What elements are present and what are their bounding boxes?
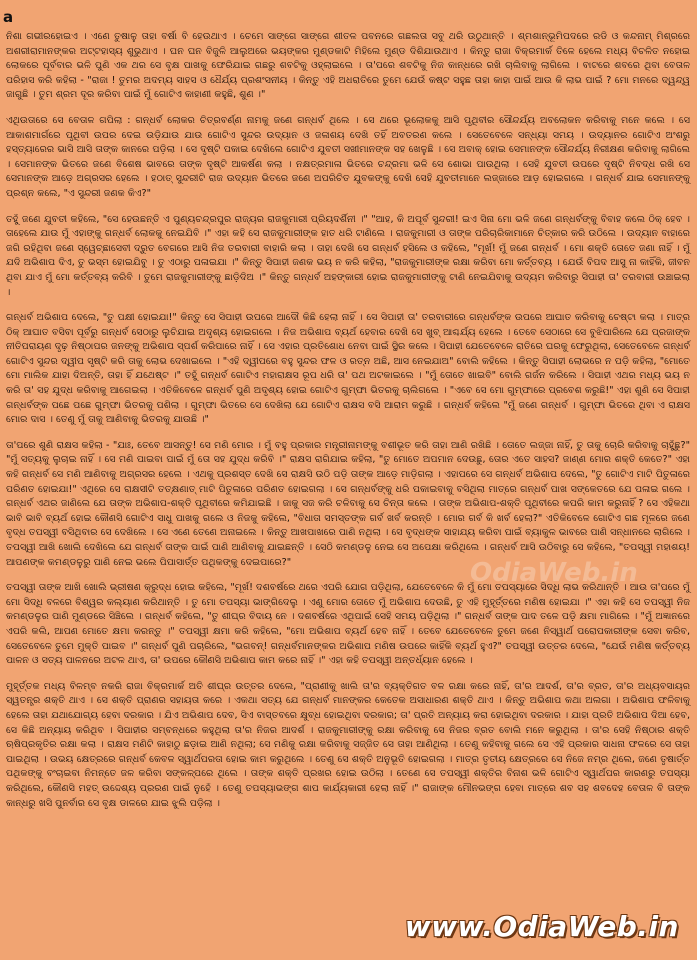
faint-watermark: OdiaWeb.in xyxy=(470,558,638,588)
paragraph: ତହୁଁ ଜଣେ ଯୁବତୀ କହିଲେ, "ସେ ହେଉଛନ୍ତି ଏ ପୁଣ୍ୟଚନ୍ଦ୍ରପୁର ରାଜ୍ୟର ରାଜକୁମାରୀ ପ୍ରିୟଦର୍ଶିନୀ ।" "ଆହ, କି ଅପୂର୍ବ ସୁନ୍ଦରୀ! ଇଏ ସିନା ମୋ ଭଳି ଜଣେ ଗନ୍ଧର୍ବଙ୍କୁ ବିବାହ କଲେ ଠିକ୍ ହେବ । ତାହେଲେ ଯାଉ ମୁଁ ଏହାଙ୍କୁ ଗନ୍ଧର୍ବ ଲୋକକୁ ନେଇଯିବି ।" ଏହା କହି ସେ ରାଜକୁମାରୀଙ୍କ ହାତ ଧରି ଟାଣିଲେ । ରାଜକୁମାରୀ ଓ ତାଙ୍କ ପରିଚାରିକାମାନେ ଚିତ୍କାର କରି ଉଠିଲେ । ଉଦ୍ୟାନ ବାହାରେ ଜଗି ରହିଥିବା ଜଣେ ସ୍ୱେଚ୍ଛାସେବୀ ଦ୍ରୁତ ବେଗରେ ଆସି ନିଜ ତରବାରୀ ବାହାରି କଲା । ତାହା ଦେଖି ସେ ଗନ୍ଧର୍ବ ହସିଲେ ଓ କହିଲେ, "ମୂର୍ଖ! ମୁଁ ଜଣେ ଗନ୍ଧର୍ବ । ମୋ ଶକ୍ତି ତୋତେ ଜଣା ନାହିଁ । ମୁଁ ଯଦି ଅଭିଶାପ ଦିଏ, ତୁ ଭସ୍ମ ହୋଇଯିବୁ । ତୁ ଏଠାରୁ ପଳାଇଯା ।" କିନ୍ତୁ ସିପାହୀ ଜଣକ ଭୟ ନ କରି କହିଲା, "ରାଜକୁମାରୀଙ୍କ ରକ୍ଷା କରିବା ମୋ କର୍ତ୍ତବ୍ୟ । ଯେଉଁ ବିପଦ ଆସୁ ନା କାହିଁକି, ଜୀବନ ଥିବା ଯାଏ ମୁଁ ମୋ କର୍ତ୍ତବ୍ୟ କରିବି । ତୁମେ ରାଜକୁମାରୀଙ୍କୁ ଛାଡ଼ିଦିଅ ।" କିନ୍ତୁ ଗନ୍ଧର୍ବ ଅହଙ୍କାରୀ ହୋଇ ରାଜକୁମାରୀଙ୍କୁ ଟାଣି ନେଇଯିବାକୁ ଉଦ୍ୟମ କରିବାରୁ ସିପାହୀ ତା' ତରବାରୀ ଉଞ୍ଚାଇଲା । xyxy=(6,213,690,298)
site-watermark: www.OdiaWeb.in xyxy=(404,910,679,943)
paragraph: ତପସ୍ୱୀ ତାଙ୍କ ଆଖି ଖୋଲି ଭ୍ରୀଷଣ କ୍ରୁଦ୍ଧ ହୋଇ କହିଲେ, "ମୂର୍ଖ! ଦଶବର୍ଷରେ ଥରେ ଏପରି ଯୋଗ ପଡ଼ିଥିଲା, ଯେତେବେଳେ କି ମୁଁ ମୋ ତପସ୍ୟାରେ ସିଦ୍ଧି ଲାଭ କରିଥାନ୍ତି । ଆଉ ତା'ପରେ ମୁଁ ମୋ ସିଦ୍ଧି ବଳରେ ବିଶ୍ୱର କଲ୍ୟାଣ କରିଥାନ୍ତି । ତୁ ମୋ ତପସ୍ୟା ଭାଙ୍ଗିଦେଲୁ । ଏଣୁ ମୋର ତୋତେ ମୁଁ ଅଭିଶାପ ଦେଉଛି, ତୁ ଏହି ମୁହୂର୍ତ୍ତରେ ମଣିଷ ହୋଇଯା ।" ଏହା କହି ସେ ତପସ୍ୱୀ ନିଜ କମଣ୍ଡଳୁର ପାଣି ମୁଣ୍ଡରେ ସିଞ୍ଚିଲେ । ଗନ୍ଧର୍ବ କହିଲେ, "ତୁ ଶୀଘ୍ର ବିଦାୟ ନେ । ଦଶବର୍ଷରେ ଏଥିପାଇଁ ସେହି ସମୟ ପଡ଼ିଥିଲା ।" ଗନ୍ଧର୍ବ ତାଙ୍କ ପାଦ ତଳେ ପଡ଼ି କ୍ଷମା ମାଗିଲେ । "ମୁଁ ଅଜ୍ଞାନରେ ଏପରି କଲି, ଆପଣ ମୋତେ କ୍ଷମା କରନ୍ତୁ ।" ତପସ୍ୱୀ କ୍ଷମା କରି କହିଲେ, "ମୋ ଅଭିଶାପ ବ୍ୟର୍ଥ ହେବ ନାହିଁ । ତେବେ ଯେତେବେଳେ ତୁମେ ଜଣେ ନିସ୍ୱାର୍ଥ ପରୋପକାରୀଙ୍କ ସେବା କରିବ, ସେତେବେଳେ ତୁମେ ମୁକ୍ତି ପାଇବ ।" ଗନ୍ଧର୍ବ ପୁଣି ପଚାରିଲେ, "ଭଗବନ୍! ଗନ୍ଧର୍ବମାନଙ୍କର ଅଭିଶାପ ମଣିଷ ଉପରେ କାହିଁକି ବ୍ୟର୍ଥ ହୁଏ?" ତପସ୍ୱୀ ଉତ୍ତର ଦେଲେ, "ଯେଉଁ ମଣିଷ କର୍ତ୍ତବ୍ୟ ପାଳନ ଓ ସତ୍ୟ ପାଳନରେ ଅଟଳ ଥାଏ, ତା' ଉପରେ କୌଣସି ଅଭିଶାପ କାମ କରେ ନାହିଁ ।" ଏହା କହି ତପସ୍ୱୀ ଅନ୍ତର୍ଧ୍ୟାନ ହେଲେ । xyxy=(6,582,690,667)
paragraph: ଏଥିଉତାରେ ସେ ବେତାଳ ଗପିଲା : ଗନ୍ଧର୍ବ ଲୋକର ଚିତ୍ରବର୍ଣ୍ଣ ନାମକୁ ଜଣେ ଗନ୍ଧର୍ବ ଥିଲେ । ସେ ଥରେ ଭୂଲୋକକୁ ଆସି ପୃଥିବୀର ସୌନ୍ଦର୍ଯ୍ୟ ଅବଲୋକନ କରିବାକୁ ମନେ କଲେ । ସେ ଆକାଶମାର୍ଗରେ ପୃଥିବୀ ଉପର ଦେଇ ଉଡ଼ିଯାଉ ଯାଉ ଗୋଟିଏ ସୁନ୍ଦର ଉଦ୍ୟାନ ଓ ଜଳାଶୟ ଦେଖି ତହିଁ ଅବତରଣ କଲେ । ସେତେବେଳେ ସନ୍ଧ୍ୟା ସମୟ । ଉଦ୍ୟାନର ଗୋଟିଏ ଅଂଶରୁ ହସ୍ତ୍ୟାରେର ଭାସି ଆସି ତାଙ୍କ କାନରେ ପଡ଼ିଲା । ସେ ଦୃଷ୍ଟି ପକାଇ ଦେଖିଲେ ଗୋଟିଏ ଯୁବତୀ ସଖୀମାନଙ୍କ ସହ ଖେଳୁଛି । ସେ ଅବାକ୍ ହୋଇ ସେମାନଙ୍କ ସୌନ୍ଦର୍ଯ୍ୟ ନିରୀକ୍ଷଣ କରିବାକୁ ଲାଗିଲେ । ସେମାନଙ୍କ ଭିତରେ ଜଣେ ବିଶେଷ ଭାବରେ ତାଙ୍କ ଦୃଷ୍ଟି ଆକର୍ଷଣ କଲା । ନକ୍ଷତ୍ରମାଳା ଭିତରେ ଚନ୍ଦ୍ରମା ଭଳି ସେ ଶୋଭା ପାଉଥିଲା । ସେହି ଯୁବତୀ ଉପରେ ଦୃଷ୍ଟି ନିବଦ୍ଧ ରଖି ସେ ସେମାନଙ୍କ ଆଡ଼େ ଅଗ୍ରସର ହେଲେ । ହଠାତ୍ ସୁନ୍ଦରୀଟି ରାଜ ଉଦ୍ୟାନ ଭିତରେ ଜଣେ ଅପରିଚିତ ଯୁବକଙ୍କୁ ଦେଖି ସେହି ଯୁବତୀମାନେ ଲଜ୍ଜାରେ ଆଡ଼ ହୋଇଗଲେ । ଗନ୍ଧର୍ବ ଯାଇ ସେମାନଙ୍କୁ ପ୍ରଶ୍ନ କଲେ, "ଏ ସୁନ୍ଦରୀ ଜଣକ କିଏ?" xyxy=(6,114,690,199)
page-mark: a xyxy=(3,8,14,26)
paragraph: ନିଶା ଗଭୀରହୋଇଏ । ଏଣେ ତୁଷାଳୁ ତାହା ବର୍ଷା ବି ହେଉଥାଏ । ଚେମେ ସାଙ୍ଗେ ସାଙ୍ଗେ ଶୀତଳ ପବନରେ ଗଛଲତା ସବୁ ଥରି ଉଠୁଥାନ୍ତି । ଶ୍ମଶାନ୍ଭୂମିପଦରେ ରଡି ଓ କନ୍ଦନାମ୍ ମିଶ୍ରରେ ଅଶରୀରାମାନଙ୍କର ଅଟ୍ଟହାସ୍ୟ ଶୁଭୁଥାଏ । ଘନ ଘନ ବିଜୁଳି ଆଲୁଅରେ ଭୟଙ୍କର ମୁଣ୍ଡକାଟି ମିହିଲେ ମୁଣ୍ଡ ଦିଶିଯାଉଥାଏ । କିନ୍ତୁ ରାଜା ବିକ୍ରମାର୍କ ତିଳେ ହେଲେ ମଧ୍ୟ ବିଚଳିତ ନହୋଇ ଲୋକରେ ପୂର୍ବବାର ଭଳି ପୁଣି ଏକ ଥର ସେ ବୃକ୍ଷ ପାଖକୁ ଫେରିଯାଇ ଗଛରୁ ଶବଟିକୁ ଓହ୍ଲାଇଲେ । ତା'ପରେ ଶବଟିକୁ ନିଜ କାନ୍ଧରେ ରଖି ଚାଲିବାକୁ ଲାଗିଲେ । ବାଟରେ ଶବରେ ଥିବା ବେତାଳ ପରିହାସ କରି କହିଲା - "ରାଜା ! ତୁମର ଅଦମ୍ୟ ସାହସ ଓ ଧୈର୍ଯ୍ୟ ପ୍ରଶଂସନୀୟ । କିନ୍ତୁ ଏହି ଅଧରାତିରେ ତୁମେ ଯେଉଁ କଷ୍ଟ ସହୁଛ ତାହା କାହା ପାଇଁ ଆଉ କି ଲାଭ ପାଇଁ ? ମୋ ମନରେ ଦ୍ୱନ୍ଦ୍ୱ ଜାଗୁଛି । ତୁମ ଶ୍ରମ ଦୂର କରିବା ପାଇଁ ମୁଁ ଗୋଟିଏ କାହାଣୀ କହୁଛି, ଶୁଣ ।" xyxy=(6,31,690,101)
story-body xyxy=(6,30,690,822)
paragraph: ମୁହୂର୍ତ୍ତକ ମଧ୍ୟ ବିଳମ୍ବ ନକରି ରାଜା ବିକ୍ରମାର୍କ ଅତି ଶୀଘ୍ର ଉତ୍ତର ଦେଲେ, "ପ୍ରାଣୀକୁ ଖାଲି ତା'ର ବ୍ୟକ୍ତିଗତ ବଳ ରକ୍ଷା କରେ ନାହିଁ, ତା'ର ଆଦର୍ଶ, ତା'ର ବ୍ରତ, ତା'ର ଅଧ୍ୟବସାୟର ସ୍ୱତନ୍ତ୍ର ଶକ୍ତି ଥାଏ । ସେ ଶକ୍ତି ପ୍ରାଣର ସହାୟତା କରେ । ଏକଥା ସତ୍ୟ ଯେ ଗନ୍ଧର୍ବ ମାନଙ୍କର କେତେକ ଅସାଧାରଣ ଶକ୍ତି ଥାଏ । କିନ୍ତୁ ଅଭିଶାପ କଥା ଅଲଗା । ଅଭିଶାପ ଫଳିବାକୁ ହେଲେ ତାହା ଯଥାଯୋଗ୍ୟ ହେବା ଦରକାର । ଯିଏ ଅଭିଶାପ ଦେବ, ସିଏ ବାସ୍ତବରେ କ୍ଷୁବ୍ଧ ହୋଇଥିବା ଦରକାର; ତା' ପ୍ରତି ଅନ୍ୟାୟ କରା ହୋଇଥିବା ଦରକାର । ଯାହା ପ୍ରତି ଅଭିଶାପ ଦିଆ ହେବ, ସେ କିଛି ଅନ୍ୟାୟ କରିଥିବ । ସିପାହୀର ସମ୍ବନ୍ଧରେ କହୁଥିଲା ତା'ର ନିଜର ଆଦର୍ଶ । ରାଜକୁମାରୀଙ୍କୁ ରକ୍ଷା କରିବାକୁ ସେ ନିଜର ବ୍ରତ ବୋଲି ମନେ କରୁଥିଲା । ତା'ର ସେହି ନିଷ୍ଠାର ଶକ୍ତି ଋଷିପ୍ରକୃତିର ରକ୍ଷା କଲା । ରାକ୍ଷସ ମଣିଟି କାହାଠୁ ଛଡ଼ାଇ ଆଣି ନଥିଲା; ସେ ମଣିକୁ ରକ୍ଷା କରିବାକୁ ସଜ୍ଜିତ ସେ ତାହା ଆଣିଥିଲା । ତେଣୁ କହିବାକୁ ଗଲେ ସେ ଏହି ପ୍ରକାର ସାଧନା ଫଳରେ ସେ ତାହା ପାଇଥିଲା । ଉଭୟ କ୍ଷେତ୍ରରେ ଗନ୍ଧର୍ବ କେବଳ ସ୍ୱାର୍ଥପରତା ହୋଇ କାମ କରୁଥିଲେ । ତେଣୁ ସେ ଶକ୍ତି ଅନୁଭୂତି ହୋଇଗଲା । ମାତ୍ର ତୃତୀୟ କ୍ଷେତ୍ରରେ ସେ ନିଜେ ନମ୍ର ଥିଲେ, ଜଣେ ତୃଷାର୍ତ୍ତ ପଥିକଙ୍କୁ ବଂଚାଇବା ନିମନ୍ତେ ଜଳ କରିବା ସଙ୍କଳ୍ପରେ ଥିଲେ । ତାଙ୍କ ଶକ୍ତି ପ୍ରଖର ହୋଇ ଉଠିଲା । ତେଣେ ସେ ତପସ୍ୱୀ ଶକ୍ତିର ବିନାଶ ଭଳି ଗୋଟିଏ ସ୍ୱାର୍ଥପର କାରଣରୁ ତପସ୍ୟା କରିଥିଲେ, କୌଣସି ମହତ୍ ଉଦ୍ଦେଶ୍ୟ ପ୍ରରଣ ପାଇଁ ନୁହେଁ । ତେଣୁ ତପସ୍ୟାଭଙ୍ଗ ଶାପ କାର୍ଯ୍ୟକାରୀ ହେଲା ନାହିଁ ।" ରାଜାଙ୍କ ମୌନଭଙ୍ଗ ହେବା ମାତ୍ରେ ଶବ ସହ ଶବଦେହ ବେତାଳ ବି ତାଙ୍କ କାନ୍ଧରୁ ଖସି ପୁନର୍ବାର ସେ ବୃକ୍ଷ ଡାଳରେ ଯାଇ ଝୁଲି ପଡ଼ିଲା । xyxy=(6,680,690,809)
paragraph: ଗନ୍ଧର୍ବ ଅଭିଶାପ ଦେଲେ, "ତୁ ପକ୍ଷୀ ହୋଇଯା!" କିନ୍ତୁ ସେ ସିପାହୀ ଉପରେ ଆଦୌ କିଛି ହେଲା ନାହିଁ । ସେ ସିପାହୀ ତା' ତରବାରୀରେ ଗନ୍ଧର୍ବଙ୍କ ଉପରେ ଆଘାତ କରିବାକୁ ଚେଷ୍ଟା କଲା । ମାତ୍ର ଠିକ୍ ଆଘାତ ବସିବା ପୂର୍ବରୁ ଗନ୍ଧର୍ବ ସେଠାରୁ ଲୁଚିଯାଇ ଅଦୃଶ୍ୟ ହୋଇଗଲେ । ନିଜ ଅଭିଶାପ ବ୍ୟର୍ଥ ହେବାର ଦେଖି ସେ ଖୁବ୍ ଆଶ୍ଚର୍ଯ୍ୟ ହେଲେ । ତେବେ ସେଠାରେ ସେ ବୁଝିପାରିଲେ ଯେ ପ୍ରଜାଙ୍କ ନୀତିପରାୟଣ ଦୃଢ଼ ନିଷ୍ଠାପର ଜନଙ୍କୁ ଅଭିଶାପ ସ୍ପର୍ଶ କରିପାରେ ନାହିଁ । ସେ ଏହାର ପ୍ରତିଶୋଧ ନେବା ପାଇଁ ସ୍ଥିର କଲେ । ସିପାହୀ ଯେତେବେଳେ ରାତିରେ ଘରକୁ ଫେରୁଥିଲା, ସେତେବେଳେ ଗନ୍ଧର୍ବ ଗୋଟିଏ ସୁନ୍ଦର ଦ୍ୱୀପ ସୃଷ୍ଟି କରି ତାକୁ ଲୋଭ ଦେଖାଇଲେ । "ଏହି ଦ୍ୱୀପରେ ବହୁ ସୁନ୍ଦର ଫଳ ଓ ରତ୍ନ ଅଛି, ଆସ ନେଇଯାଅ" ବୋଲି କହିଲେ । କିନ୍ତୁ ସିପାହୀ ଲୋଭରେ ନ ପଡ଼ି କହିଲା, "ମୋତେ ମୋ ମାଲିକ ଯାହା ଦିଅନ୍ତି, ତାହା ହିଁ ଯଥେଷ୍ଟ ।" ତହୁଁ ଗନ୍ଧର୍ବ ଗୋଟିଏ ମହାରାକ୍ଷସ ରୂପ ଧରି ତା' ପଥ ଅଟକାଇଲେ । "ମୁଁ ତୋତେ ଖାଇବି" ବୋଲି ଗର୍ଜନ କରିଲେ । ସିପାହୀ ଏଥର ମଧ୍ୟ ଭୟ ନ କରି ତା' ସହ ଯୁଦ୍ଧ କରିବାକୁ ଆଗେଇଲା । ଏତିକିବେଳେ ଗନ୍ଧର୍ବ ପୁଣି ଅଦୃଶ୍ୟ ହୋଇ ଗୋଟିଏ ଗୁମ୍ଫା ଭିତରକୁ ଚାଲିଗଲେ । "ଏବେ ସେ ମୋ ଗୁମ୍ଫାରେ ପ୍ରବେଶ କରୁଛି!" ଏହା ଶୁଣି ସେ ସିପାହୀ ଗନ୍ଧର୍ବଙ୍କ ପଛେ ପଛେ ଗୁମ୍ଫା ଭିତରକୁ ପଶିଲା । ଗୁମ୍ଫା ଭିତରେ ସେ ଦେଖିଲା ଯେ ଗୋଟିଏ ରାକ୍ଷସ ବସି ଆରାମ କରୁଛି । ଗନ୍ଧର୍ବ କହିଲେ "ମୁଁ ଜଣେ ଗନ୍ଧର୍ବ । ଗୁମ୍ଫା ଭିତରେ ଥିବା ଏ ରାକ୍ଷସ ମୋର ଦାସ । ତେଣୁ ମୁଁ ତାକୁ ଆଣିବାକୁ ଭିତରକୁ ଯାଉଛି ।" xyxy=(6,312,690,426)
paragraph: ତା'ପରେ ଶୁଣି ରାକ୍ଷସ କହିଲା - "ଯାଃ, ତେବେ ଆସନ୍ତୁ! ସେ ମଣି ମୋର । ମୁଁ ବହୁ ପ୍ରକାର ମନ୍ତ୍ରୀନାମଙ୍କୁ ବଶୀଭୂତ କରି ତାହା ଆଣି ରଖିଛି । ତୋତେ ଲଜ୍ଜା ନାହିଁ, ତୁ ତାକୁ ଚୋରି କରିବାକୁ ଚାହୁଁଛୁ?" "ମୁଁ ସତ୍ୟକୁ ଲୁଚାଇ ନାହିଁ । ସେ ମଣି ପାଇବା ପାଇଁ ମୁଁ ତୋ ସହ ଯୁଦ୍ଧ କରିବି ।" ରାକ୍ଷସ ରାଗିଯାଇ କହିଲା, "ତୁ ମୋତେ ଅପମାନ ଦେଉଛୁ, ତୋର ଏତେ ସାହସ? ଜାଣ୍ଣ ମୋର ଶକ୍ତି କେତେ?" ଏହା କହି ଗନ୍ଧର୍ବ ସେ ମଣି ଆଣିବାକୁ ଅଗ୍ରସର ହେଲେ । ଏଥକୁ ପ୍ରଶସ୍ତ ଦେଖି ସେ ରାକ୍ଷସି ଉଠି ପଡ଼ି ତାଙ୍କ ଆଡ଼େ ମାଡ଼ିଗଲା । ଏହାପରେ ସେ ଗନ୍ଧର୍ବ ଅଭିଶାପ ଦେଲେ, "ତୁ ଗୋଟିଏ ମାଟି ପିତୁଳାରେ ପରିଣତ ହୋଇଯା!" ଏଥିରେ ସେ ରାକ୍ଷସୀଟି ତତ୍କ୍ଷଣାତ୍ ମାଟି ପିତୁଳାରେ ପରିଣତ ହୋଇଗଲା । ସେ ଗନ୍ଧର୍ବଙ୍କୁ ଧରି ପକାଇବାକୁ ବସିଥିଲା ମାତ୍ରେ ଗନ୍ଧର୍ବ ପାଖ ସଙ୍କେତରେ ଯେ ପଳାଇ ଗଲେ । ଗନ୍ଧର୍ବ ଏଥର ଜାଣିଲେ ଯେ ତାଙ୍କ ଅଭିଶାପ-ଶକ୍ତି ପୃଥିବୀରେ କମିଯାଇଛି । ଜାକୁ ସଜ କରି ଚଳିବାକୁ ସେ ଚିନ୍ତା କଲେ । ତାଙ୍କ ଅଭିଶାପ-ଶକ୍ତି ପୃଥିବୀରେ କପରି କାମ କରୁନାହିଁ ? ସେ ଏହିକଥା ଭାବି ଭାବି ବ୍ୟର୍ଥ ହୋଇ କୌଣସି ଗୋଟିଏ ସାଧୁ ପାଖକୁ ଗଲେ ଓ ନିଜକୁ କହିଲେ, "ବିଧାତା ସମସ୍ତଙ୍କ ଗର୍ବ ଖର୍ବ କରନ୍ତି । ମୋର ଗର୍ବ କି ଖର୍ବ ହେଲା?" ଏତିକିବେଳେ ଗୋଟିଏ ଗଛ ମୂଳରେ ଜଣେ ବୃଦ୍ଧ ତପସ୍ୱୀ ବସିଥିବାର ସେ ଦେଖିଲେ । ସେ ଏଣେ ତେଣେ ଅନାଇଲେ । କିନ୍ତୁ ଆଖପାଖରେ ପାଣି ନଥିଲା । ସେ ବୃଦ୍ଧଙ୍କ ସାହାଯ୍ୟ କରିବା ପାଇଁ ବ୍ୟାକୁଳ ଭାବରେ ପାଣି ସନ୍ଧାନରେ ଲାଗିଲେ । ତପସ୍ୱୀ ଆଖି ଖୋଲି ଦେଖିଲେ ଯେ ଗନ୍ଧର୍ବ ତାଙ୍କ ପାଇଁ ପାଣି ଆଣିବାକୁ ଯାଇଛନ୍ତି । ସେଠି କମଣ୍ଡଳୁ ନେଇ ସେ ଅପେକ୍ଷା କରିଥିଲେ । ଗନ୍ଧର୍ବ ଆସି ଉଠିବାରୁ ସେ କହିଲେ, "ତପସ୍ୱୀ ମହାଶୟ! ଆପଣଙ୍କ କମଣ୍ଡଳୁରୁ ପାଣି ନେଇ ଭଲେ ପିପାସାର୍ତ୍ତ ପଥିକଙ୍କୁ ଦେଇପାରେ?" xyxy=(6,439,690,568)
